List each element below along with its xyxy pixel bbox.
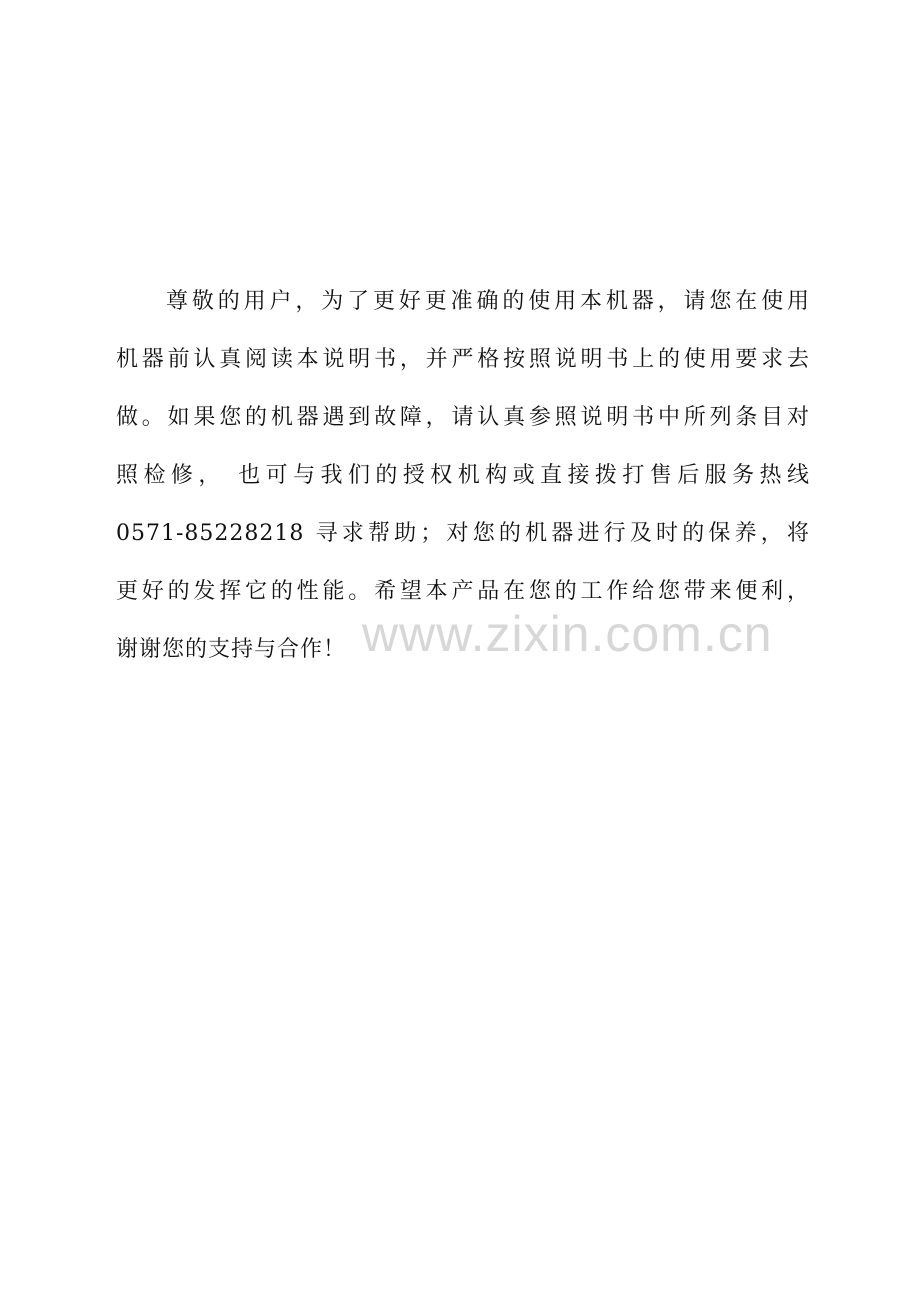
- paragraph-line-1: 尊敬的用户，为了更好更准确的使用本机器，请您在使用: [166, 289, 810, 314]
- paragraph-line-2: 机器前认真阅读本说明书，并严格按照说明书上的使用要求去: [116, 347, 810, 372]
- paragraph-line-4: 照检修， 也可与我们的授权机构或直接拨打售后服务热线: [116, 463, 810, 488]
- paragraph-line-5: 0571-85228218 寻求帮助；对您的机器进行及时的保养，将: [116, 521, 810, 546]
- paragraph-line-7: 谢谢您的支持与合作！: [116, 637, 347, 662]
- site-watermark: www.zixin.com.cn: [362, 606, 773, 662]
- paragraph-line-6: 更好的发挥它的性能。希望本产品在您的工作给您带来便利，: [116, 579, 810, 604]
- paragraph-line-3: 做。如果您的机器遇到故障，请认真参照说明书中所列条目对: [116, 405, 810, 430]
